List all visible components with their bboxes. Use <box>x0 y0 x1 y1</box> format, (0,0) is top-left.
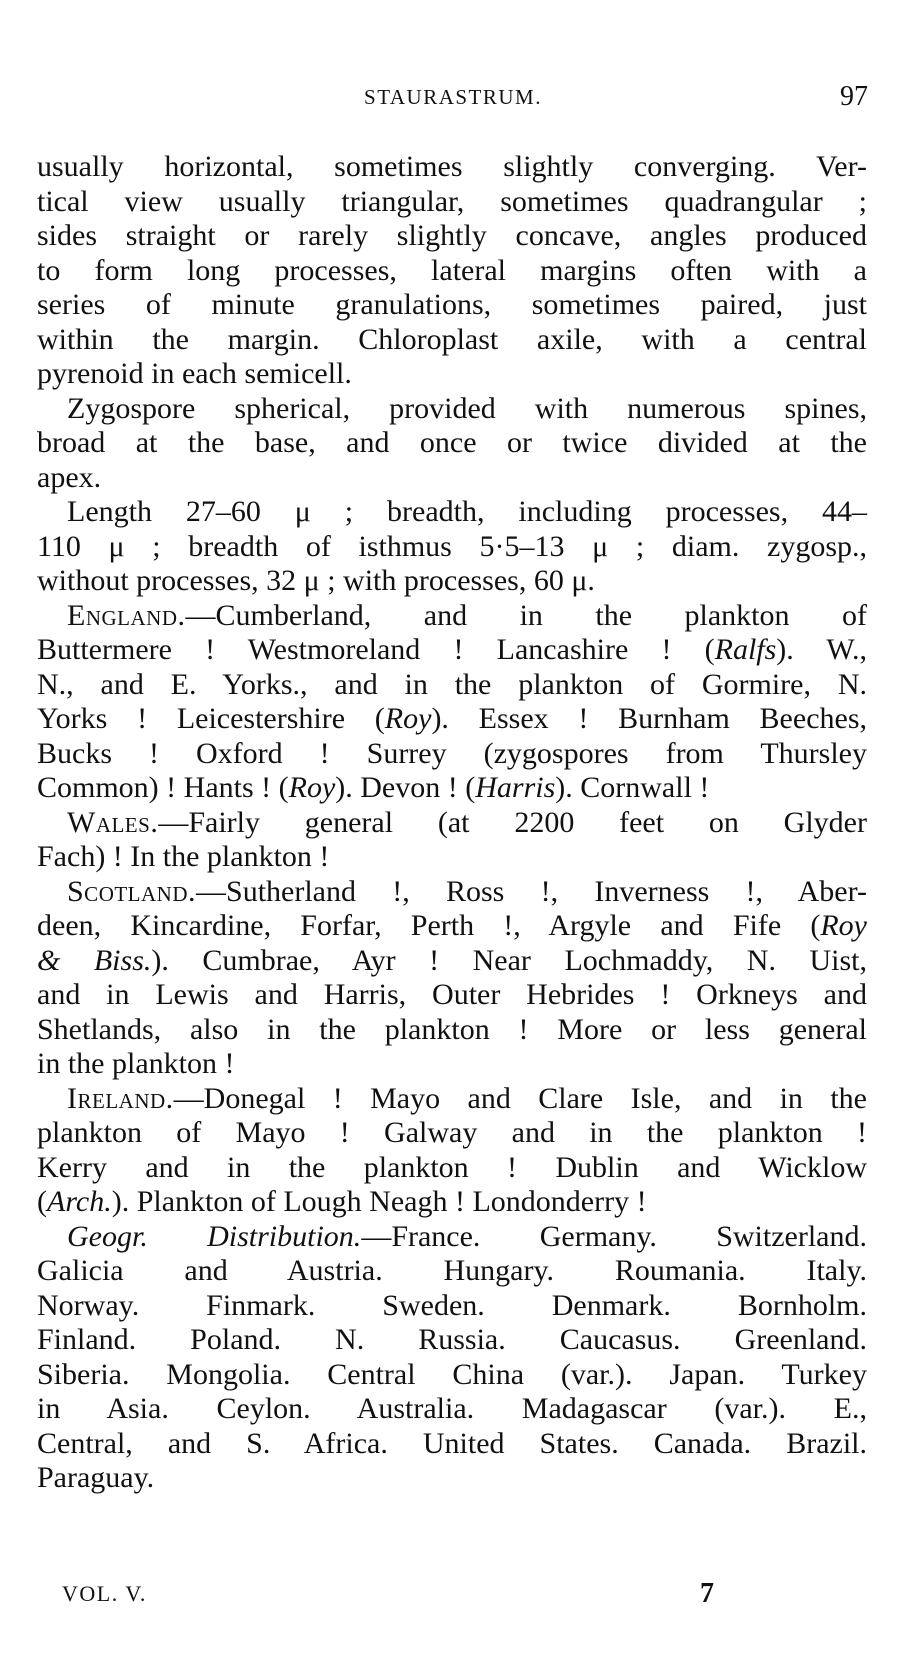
text-segment: and in Lewis and Harris, Outer Hebrides ! Orkneys and <box>37 978 867 1011</box>
text-segment: ). Plankton of Lough Neagh ! Londonderry ! <box>111 1185 647 1218</box>
text-line <box>37 1220 867 1255</box>
italic-text: Roy <box>820 909 867 942</box>
text-line <box>37 323 867 358</box>
text-segment: —Fairly general (at 2200 feet on Glyder <box>158 805 867 839</box>
text-line <box>37 185 867 220</box>
text-line <box>37 1185 867 1220</box>
text-segment: Bucks ! Oxford ! Surrey (zygospores from Thursley <box>37 736 867 770</box>
region-heading: Wales. <box>67 805 159 839</box>
text-segment: Paraguay. <box>37 1461 155 1494</box>
page-number: 97 <box>840 81 868 112</box>
text-line <box>37 1427 867 1462</box>
text-segment: series of minute granulations, sometimes paired, just <box>37 288 867 321</box>
text-segment: Yorks ! Leicestershire ( <box>37 702 385 735</box>
signature-number: 7 <box>700 1578 714 1609</box>
text-line <box>37 461 867 496</box>
text-segment: without processes, 32 μ ; with processes, 60 μ. <box>37 564 595 597</box>
text-line <box>37 1289 867 1324</box>
text-segment: Zygospore spherical, provided with numerous spines, <box>67 391 867 425</box>
paragraph-description <box>37 150 867 392</box>
text-segment: Length 27–60 μ ; breadth, including processes, 44– <box>67 495 867 528</box>
italic-text: Roy <box>288 771 336 804</box>
text-segment: ). Cumbrae, Ayr ! Near Lochmaddy, N. Uist, <box>151 943 867 977</box>
region-heading: Scotland. <box>67 874 197 908</box>
text-segment: to form long processes, lateral margins often with a <box>37 253 867 287</box>
text-segment: Norway. Finmark. Sweden. Denmark. Bornholm. <box>37 1288 867 1322</box>
running-title: STAURASTRUM. <box>364 85 542 109</box>
text-segment: in the plankton ! <box>37 1047 235 1080</box>
paragraph-england <box>37 599 867 806</box>
text-segment: Common) ! Hants ! ( <box>37 771 289 804</box>
text-segment: —Sutherland !, Ross !, Inverness !, Aber- <box>196 874 867 908</box>
paragraph-scotland <box>37 875 867 1082</box>
italic-text: Ralfs <box>714 633 777 666</box>
text-line <box>37 909 867 944</box>
text-segment: plankton of Mayo ! Galway and in the plankton ! <box>37 1116 867 1149</box>
paragraph-wales <box>37 806 867 875</box>
paragraph-zygospore <box>37 392 867 496</box>
text-segment: Finland. Poland. N. Russia. Caucasus. Greenland. <box>37 1323 867 1356</box>
text-segment: deen, Kincardine, Forfar, Perth !, Argyle and Fife ( <box>37 909 821 942</box>
body-text <box>37 150 867 1496</box>
text-line <box>37 806 867 841</box>
text-segment: ). Cornwall ! <box>555 771 710 804</box>
text-line <box>37 288 867 323</box>
text-segment: tical view usually triangular, sometimes quadrangular ; <box>37 184 867 218</box>
text-line <box>37 495 867 530</box>
text-line <box>37 1013 867 1048</box>
text-line <box>37 875 867 910</box>
text-line <box>37 633 867 668</box>
text-line <box>37 1082 867 1117</box>
text-line <box>37 254 867 289</box>
running-head <box>38 82 868 112</box>
text-line <box>37 1254 867 1289</box>
text-segment: ). Essex ! Burnham Beeches, <box>431 702 867 735</box>
text-line <box>37 1323 867 1358</box>
text-line <box>37 150 867 185</box>
text-segment: usually horizontal, sometimes slightly converging. Ver- <box>37 150 867 183</box>
text-line <box>37 426 867 461</box>
text-line <box>37 599 867 634</box>
page-footer <box>62 1577 762 1611</box>
paragraph-measurements <box>37 495 867 599</box>
text-segment: Galicia and Austria. Hungary. Roumania. Italy. <box>37 1254 867 1287</box>
region-heading: England. <box>67 598 186 632</box>
text-line <box>37 944 867 979</box>
paragraph-distribution <box>37 1220 867 1496</box>
text-segment: ). W., <box>776 633 867 666</box>
text-segment: in Asia. Ceylon. Australia. Madagascar (var.). E., <box>37 1392 867 1425</box>
text-line <box>37 771 867 806</box>
text-line <box>37 1047 867 1082</box>
text-segment: —Donegal ! Mayo and Clare Isle, and in the <box>173 1081 867 1115</box>
text-line <box>37 219 867 254</box>
text-line <box>37 564 867 599</box>
signature-mark: VOL. V. <box>62 1581 147 1606</box>
text-segment: Fach) ! In the plankton ! <box>37 840 330 873</box>
text-line <box>37 1358 867 1393</box>
paragraph-ireland <box>37 1082 867 1220</box>
text-line <box>37 1392 867 1427</box>
text-segment: —Cumberland, and in the plankton of <box>185 598 867 632</box>
text-line <box>37 978 867 1013</box>
text-segment: within the margin. Chloroplast axile, with a central <box>37 322 867 356</box>
text-segment: ). Devon ! ( <box>335 771 476 804</box>
text-line <box>37 668 867 703</box>
text-line <box>37 530 867 565</box>
text-segment: pyrenoid in each semicell. <box>37 357 352 390</box>
text-segment: Kerry and in the plankton ! Dublin and Wicklow <box>37 1150 867 1184</box>
text-line <box>37 737 867 772</box>
text-line <box>37 392 867 427</box>
text-line <box>37 357 867 392</box>
italic-text: Arch. <box>47 1185 112 1218</box>
text-line <box>37 840 867 875</box>
text-segment: Shetlands, also in the plankton ! More or less general <box>37 1012 867 1046</box>
italic-text: Roy <box>384 702 432 735</box>
text-segment: ( <box>37 1185 47 1218</box>
text-segment: 110 μ ; breadth of isthmus 5·5–13 μ ; diam. zygosp., <box>37 529 867 563</box>
text-segment: Central, and S. Africa. United States. Canada. Brazil. <box>37 1426 867 1460</box>
italic-text: & Biss. <box>37 943 152 977</box>
italic-text: Geogr. Distribution. <box>67 1219 362 1253</box>
text-segment: apex. <box>37 460 102 494</box>
text-segment: Buttermere ! Westmoreland ! Lancashire ! ( <box>37 633 715 666</box>
text-segment: —France. Germany. Switzerland. <box>361 1219 867 1253</box>
italic-text: Harris <box>475 771 556 804</box>
text-line <box>37 702 867 737</box>
text-segment: sides straight or rarely slightly concave, angles produced <box>37 219 867 252</box>
text-line <box>37 1461 867 1496</box>
text-segment: broad at the base, and once or twice divided at the <box>37 426 867 459</box>
text-line <box>37 1116 867 1151</box>
text-segment: N., and E. Yorks., and in the plankton of Gormire, N. <box>37 667 867 701</box>
region-heading: Ireland. <box>67 1081 174 1115</box>
text-line <box>37 1151 867 1186</box>
text-segment: Siberia. Mongolia. Central China (var.). Japan. Turkey <box>37 1357 867 1391</box>
